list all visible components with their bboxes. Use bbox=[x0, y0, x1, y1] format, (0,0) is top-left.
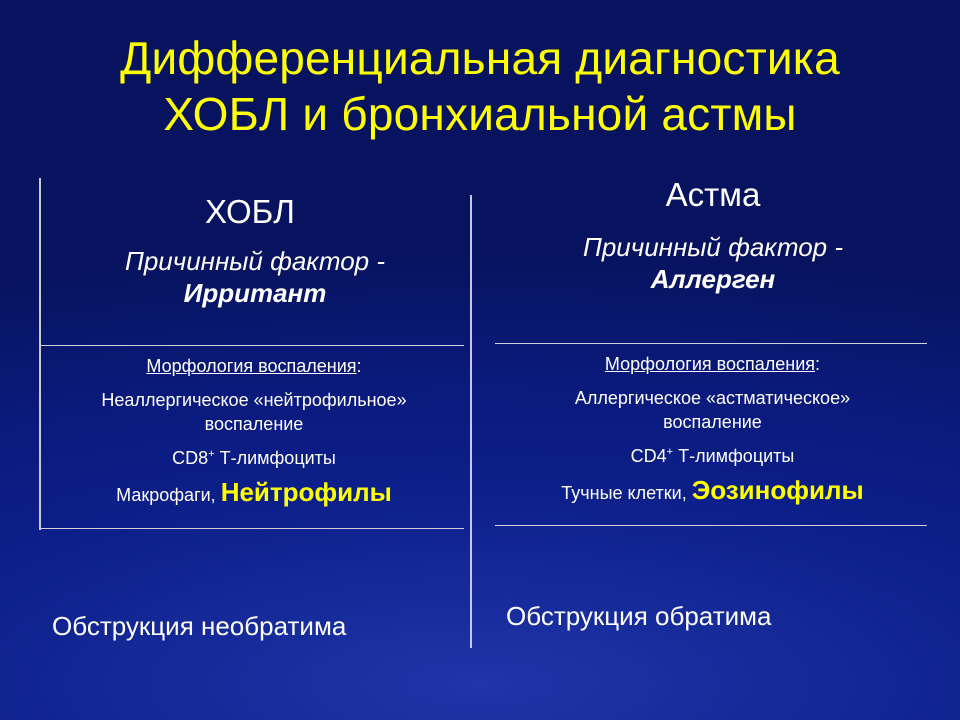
copd-factor-label: Причинный фактор - bbox=[124, 246, 386, 276]
copd-obstruction: Обструкция необратима bbox=[52, 611, 347, 641]
asthma-lymphocytes bbox=[500, 444, 925, 468]
title-line-1: Дифференциальная диагностика bbox=[120, 32, 840, 84]
copd-lymph-prefix: CD8 bbox=[172, 448, 209, 468]
slide-title bbox=[0, 30, 960, 142]
asthma-lymph-suffix: Т-лимфоциты bbox=[673, 446, 795, 466]
copd-lymphocytes bbox=[44, 446, 464, 470]
copd-header-rule bbox=[39, 345, 464, 346]
asthma-inflammation-line-1: Аллергическое «астматическое» bbox=[574, 388, 851, 408]
copd-factor-value: Ирритант bbox=[183, 278, 327, 308]
asthma-causal-factor bbox=[518, 231, 908, 295]
asthma-header-rule bbox=[495, 343, 927, 344]
copd-bottom-rule bbox=[39, 528, 464, 529]
copd-lymph-suffix: Т-лимфоциты bbox=[214, 448, 336, 468]
copd-morphology-title: Морфология воспаления bbox=[146, 356, 357, 376]
copd-heading: ХОБЛ bbox=[205, 193, 295, 230]
asthma-inflammation-line-2: воспаление bbox=[663, 412, 762, 432]
copd-lymph-sup: + bbox=[208, 448, 215, 460]
asthma-morphology-colon: : bbox=[815, 354, 821, 374]
asthma-bottom-rule bbox=[495, 525, 927, 526]
copd-causal-factor bbox=[60, 245, 450, 309]
asthma-factor-value: Аллерген bbox=[650, 264, 776, 294]
column-divider bbox=[470, 195, 472, 648]
copd-cells bbox=[44, 477, 464, 507]
asthma-heading: Астма bbox=[665, 176, 761, 213]
asthma-factor-label: Причинный фактор - bbox=[582, 232, 844, 262]
copd-cells-highlight: Нейтрофилы bbox=[220, 477, 392, 507]
asthma-lymph-prefix: CD4 bbox=[630, 446, 667, 466]
title-line-2: ХОБЛ и бронхиальной астмы bbox=[163, 88, 797, 140]
copd-inflammation-line-1: Неаллергическое «нейтрофильное» bbox=[101, 390, 407, 410]
copd-morphology-colon: : bbox=[356, 356, 362, 376]
left-table-border bbox=[39, 178, 41, 530]
copd-cells-prefix: Макрофаги, bbox=[116, 485, 221, 505]
asthma-obstruction: Обструкция обратима bbox=[506, 601, 772, 631]
asthma-morphology bbox=[500, 352, 925, 505]
asthma-lymph-sup: + bbox=[666, 446, 674, 458]
asthma-cells-highlight: Эозинофилы bbox=[691, 475, 864, 505]
copd-inflammation-line-2: воспаление bbox=[204, 414, 304, 434]
asthma-cells bbox=[500, 475, 925, 505]
asthma-morphology-title: Морфология воспаления bbox=[604, 354, 816, 374]
copd-morphology bbox=[44, 354, 464, 507]
asthma-cells-prefix: Тучные клетки, bbox=[561, 483, 692, 503]
